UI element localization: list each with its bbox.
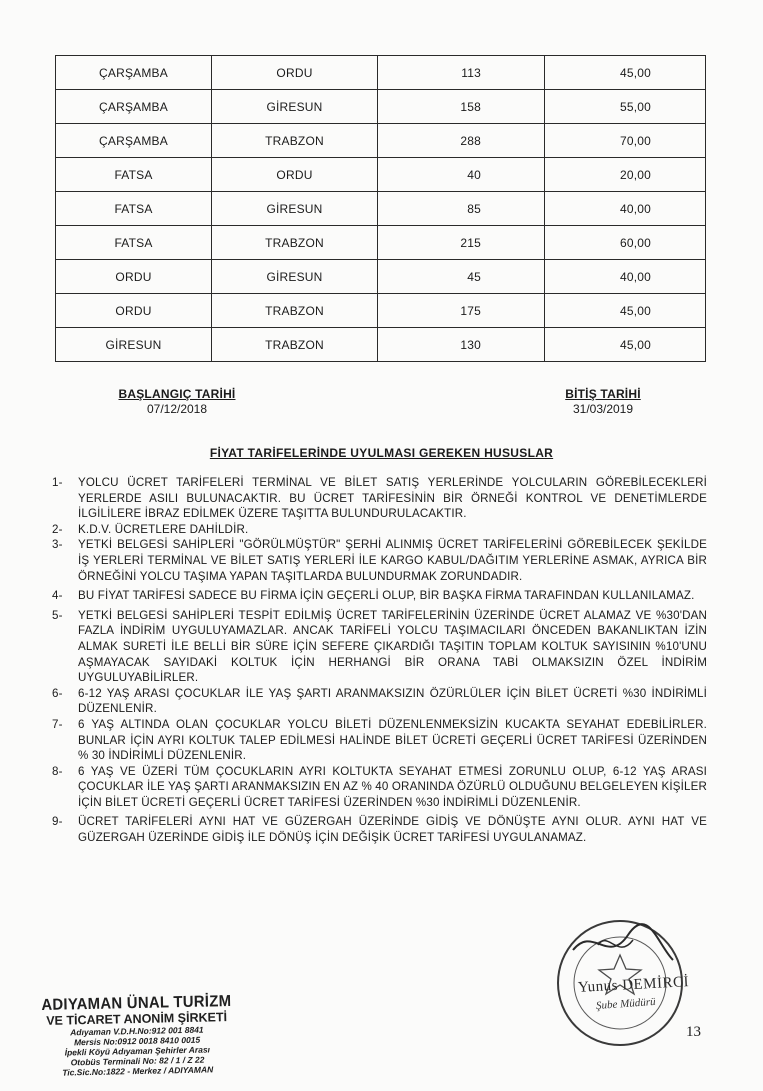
- rule-text: YETKİ BELGESİ SAHİPLERİ TESPİT EDİLMİŞ ÜCRET TARİFELERİNİN ÜZERİNDE ÜCRET ALAMAZ VE %30'DAN FAZLA İNDİRİM UYGULUYAMAZLAR. ANCAK TARİFELİ YOLCU TAŞIMACILARI ÖNCEDEN BAKANLIKTAN İZİN ALMAK SURETİ İLE BELLİ BİR SÜRE İÇİN SEFERE ÇIKARDIĞI TAŞITIN TOPLAM KOLTUK SAYISININ %10'UNU AŞMAYACAK SAYIDAKİ KOLTUK İÇİN HERHANGİ BİR ORANA TABİ OLMAKSIZIN ÖZEL İNDİRİM UYGULUYABİLİRLER.: [78, 608, 707, 685]
- distance-cell: [378, 90, 545, 124]
- rule-number: 4-: [52, 589, 63, 603]
- end-date-label: BİTİŞ TARİHİ: [565, 387, 641, 401]
- distance-value: 158: [460, 99, 481, 114]
- company-stamp: [21, 993, 253, 1079]
- rule-number: 7-: [52, 717, 63, 731]
- destination-cell: GİRESUN: [212, 192, 378, 226]
- price-value: 60,00: [619, 235, 651, 250]
- destination-cell: ORDU: [212, 56, 378, 90]
- destination-cell: ORDU: [212, 158, 378, 192]
- company-stamp-line: Otobüs Terminali No: 82 / 1 / Z 22: [70, 1054, 205, 1068]
- rule-number: 1-: [52, 476, 63, 489]
- official-seal-name: Yunus DEMİRCİ: [577, 974, 690, 996]
- price-value: 20,00: [619, 167, 651, 182]
- table-row: [56, 226, 706, 260]
- rule-text: 6 YAŞ ALTINDA OLAN ÇOCUKLAR YOLCU BİLETİ DÜZENLENMEKSİZİN KUCAKTA SEYAHAT EDEBİLİRLER. BUNLAR İÇİN AYRI KOLTUK TALEP EDİLMESİ HALİNDE BİLET ÜCRETİ GEÇERLİ ÜCRET TARİFESİ ÜZERİNDEN % 30 İNDİRİMLİ DÜZENLENİR.: [78, 717, 707, 763]
- tariff-table: [55, 55, 706, 362]
- rule-number: 9-: [52, 815, 63, 829]
- table-row: [56, 56, 706, 90]
- official-seal-role: Şube Müdürü: [595, 995, 656, 1013]
- rule-text: 6-12 YAŞ ARASI ÇOCUKLAR İLE YAŞ ŞARTI ARANMAKSIZIN ÖZÜRLÜLER İÇİN BİLET ÜCRETİ %30 İNDİRİMLİ DÜZENLENİR.: [78, 686, 707, 716]
- rule-number: 5-: [52, 608, 63, 622]
- price-cell: [545, 226, 706, 260]
- destination-cell: TRABZON: [212, 124, 378, 158]
- table-row: [56, 90, 706, 124]
- rule-item: [52, 588, 707, 604]
- price-cell: [545, 90, 706, 124]
- origin-cell: ORDU: [56, 294, 212, 328]
- distance-value: 40: [467, 167, 481, 182]
- origin-cell: ÇARŞAMBA: [56, 90, 212, 124]
- price-cell: [545, 294, 706, 328]
- end-date-value: 31/03/2019: [572, 402, 634, 416]
- destination-cell: GİRESUN: [212, 90, 378, 124]
- price-cell: [545, 124, 706, 158]
- table-row: [56, 260, 706, 294]
- price-value: 45,00: [619, 303, 651, 318]
- distance-cell: [378, 260, 545, 294]
- distance-cell: [378, 192, 545, 226]
- price-cell: [545, 192, 706, 226]
- company-stamp-line: Mersis No:0912 0018 8410 0015: [73, 1034, 201, 1048]
- origin-cell: GİRESUN: [56, 328, 212, 362]
- rule-item: [52, 717, 707, 764]
- start-date-label: BAŞLANGIÇ TARİHİ: [118, 387, 236, 401]
- tariff-table-body: [56, 56, 706, 362]
- rule-text: 6 YAŞ VE ÜZERİ TÜM ÇOCUKLARIN AYRI KOLTUKTA SEYAHAT ETMESİ ZORUNLU OLUP, 6-12 YAŞ ARASI ÇOCUKLAR İLE YAŞ ŞARTI ARANMAKSIZIN EN AZ % 40 ORANINDA ÖZÜRLÜ OLDUĞUNU BELGELEYEN KİŞİLER İÇİN BİLET ÜCRETİ GEÇERLİ ÜCRET TARİFESİ ÜZERİNDEN %30 İNDİRİMLİ DÜZENLENİR.: [78, 764, 707, 809]
- origin-cell: ÇARŞAMBA: [56, 56, 212, 90]
- origin-cell: FATSA: [56, 158, 212, 192]
- origin-cell: FATSA: [56, 226, 212, 260]
- rule-text: YOLCU ÜCRET TARİFELERİ TERMİNAL VE BİLET SATIŞ YERLERİNDE YOLCULARIN GÖREBİLECEKLERİ YERLERDE ASILI BULUNACAKTIR. BU ÜCRET TARİFESİNİN BİR ÖRNEĞİ KONTROL VE DENETİMLERDE İLGİLİLERE İBRAZ EDİLMEK ÜZERE TAŞITTA BULUNDURULACAKTIR.: [78, 476, 707, 521]
- rule-text: BU FİYAT TARİFESİ SADECE BU FİRMA İÇİN GEÇERLİ OLUP, BİR BAŞKA FİRMA TARAFINDAN KULLANILAMAZ.: [78, 589, 695, 603]
- destination-cell: TRABZON: [212, 226, 378, 260]
- rule-item: [52, 475, 707, 522]
- price-value: 45,00: [619, 337, 651, 352]
- rule-text: K.D.V. ÜCRETLERE DAHİLDİR.: [78, 522, 249, 536]
- company-name: ADIYAMAN ÜNAL TURİZM: [41, 993, 232, 1014]
- distance-value: 85: [467, 201, 481, 216]
- rules-title: FİYAT TARİFELERİNDE UYULMASI GEREKEN HUSUSLAR: [209, 446, 554, 460]
- price-value: 45,00: [619, 65, 651, 80]
- rule-text: ÜCRET TARİFELERİ AYNI HAT VE GÜZERGAH ÜZERİNDE GİDİŞ VE DÖNÜŞTE AYNI OLUR. AYNI HAT VE GÜZERGAH ÜZERİNDE GİDİŞ İLE DÖNÜŞ İÇİN DEĞİŞİK ÜCRET TARİFESİ UYGULANAMAZ.: [78, 815, 707, 845]
- rule-item: [52, 608, 707, 686]
- price-value: 55,00: [619, 99, 651, 114]
- table-row: [56, 124, 706, 158]
- destination-cell: TRABZON: [212, 294, 378, 328]
- distance-value: 175: [460, 303, 481, 318]
- table-row: [56, 158, 706, 192]
- page-number: 13: [686, 1024, 701, 1040]
- start-date-block: [107, 387, 247, 416]
- rule-number: 6-: [52, 686, 63, 700]
- origin-cell: ÇARŞAMBA: [56, 124, 212, 158]
- rule-item: [52, 537, 707, 584]
- company-stamp-line: Adıyaman V.D.H.No:912 001 8841: [70, 1024, 204, 1038]
- distance-value: 288: [460, 133, 481, 148]
- rule-item: [52, 764, 707, 811]
- distance-value: 113: [461, 65, 481, 80]
- distance-cell: [378, 294, 545, 328]
- start-date-value: 07/12/2018: [146, 402, 208, 416]
- table-row: [56, 192, 706, 226]
- distance-value: 45: [467, 269, 481, 284]
- company-name-line2: VE TİCARET ANONİM ŞİRKETİ: [46, 1010, 228, 1028]
- origin-cell: FATSA: [56, 192, 212, 226]
- rule-item: [52, 814, 707, 845]
- rule-text: YETKİ BELGESİ SAHİPLERİ "GÖRÜLMÜŞTÜR" ŞERHİ ALINMIŞ ÜCRET TARİFELERİNİ GÖREBİLECEK ŞEKİLDE İŞ YERLERİ TERMİNAL VE BİLET SATIŞ YERLERİ İLE KARGO KABUL/DAĞITIM YERLERİNE ASMAK, AYRICA BİR ÖRNEĞİNİ YOLCU TAŞIMA YAPAN TAŞITLARDA BULUNDURMAK ZORUNDADIR.: [78, 538, 707, 583]
- table-row: [56, 328, 706, 362]
- rules-list: [52, 475, 707, 846]
- distance-cell: [378, 124, 545, 158]
- price-value: 40,00: [619, 269, 651, 284]
- distance-value: 130: [460, 337, 481, 352]
- price-value: 40,00: [619, 201, 651, 216]
- price-cell: [545, 328, 706, 362]
- distance-cell: [378, 328, 545, 362]
- distance-cell: [378, 226, 545, 260]
- destination-cell: GİRESUN: [212, 260, 378, 294]
- distance-cell: [378, 158, 545, 192]
- destination-cell: TRABZON: [212, 328, 378, 362]
- price-cell: [545, 56, 706, 90]
- origin-cell: ORDU: [56, 260, 212, 294]
- table-row: [56, 294, 706, 328]
- rule-number: 3-: [52, 538, 63, 552]
- rule-item: [52, 686, 707, 717]
- rule-number: 2-: [52, 522, 63, 536]
- company-stamp-line: Tic.Sic.No:1822 - Merkez / ADIYAMAN: [62, 1064, 214, 1078]
- distance-cell: [378, 56, 545, 90]
- company-stamp-line: İpekli Köyü Adıyaman Şehirler Arası: [64, 1044, 211, 1058]
- distance-value: 215: [460, 235, 481, 250]
- rule-number: 8-: [52, 764, 63, 778]
- end-date-block: [548, 387, 658, 416]
- rule-item: [52, 522, 707, 538]
- price-cell: [545, 158, 706, 192]
- price-value: 70,00: [619, 133, 651, 148]
- price-cell: [545, 260, 706, 294]
